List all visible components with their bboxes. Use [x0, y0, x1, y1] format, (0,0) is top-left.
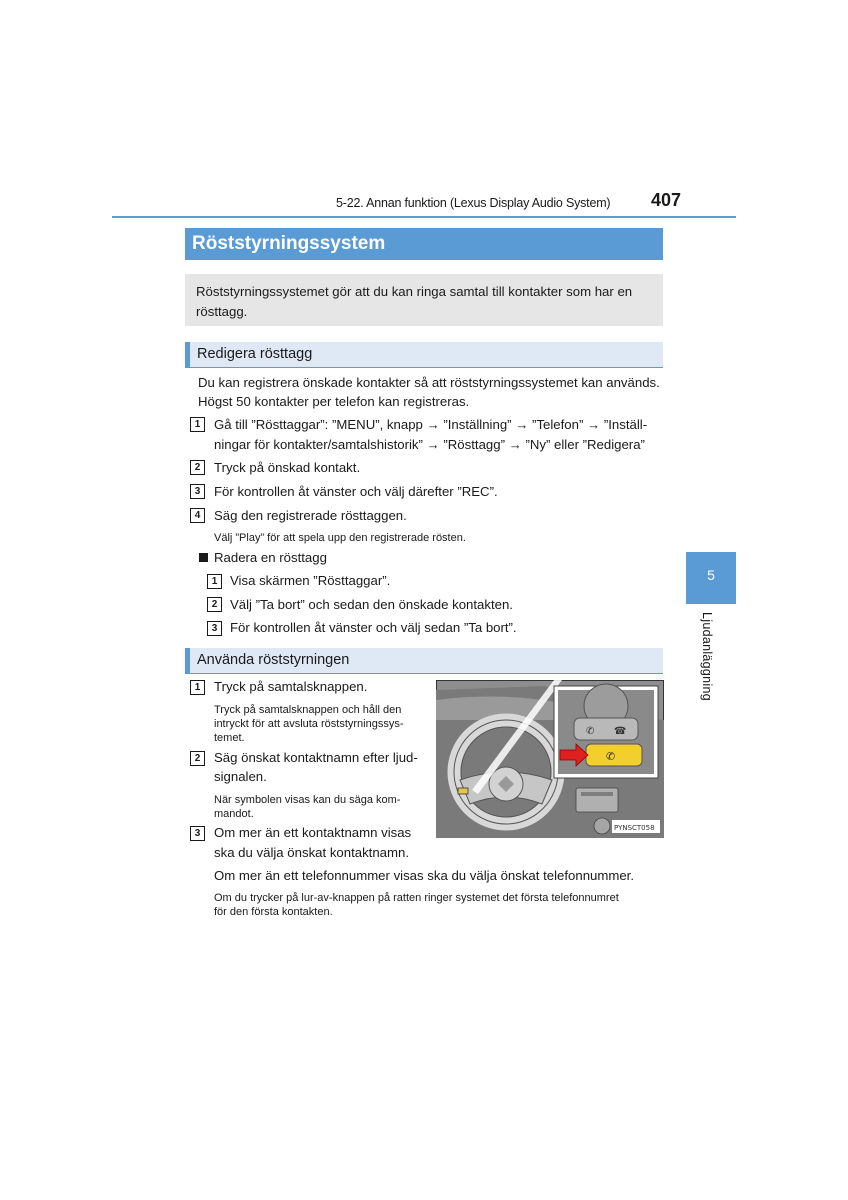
running-header: 5-22. Annan funktion (Lexus Display Audio System)	[336, 196, 611, 210]
sec2-step1-note-line3: temet.	[214, 732, 245, 744]
sub-step3: För kontrollen åt vänster och välj sedan ”Ta bort”.	[230, 620, 517, 635]
step-number: 1	[207, 574, 222, 589]
header-rule	[112, 216, 736, 218]
sec1-para-line2: Högst 50 kontakter per telefon kan registreras.	[198, 394, 470, 409]
sec2-step1-note-line1: Tryck på samtalsknappen och håll den	[214, 704, 402, 716]
sec1-step4-note: Välj ”Play” för att spela upp den registrerade rösten.	[214, 532, 466, 544]
sec2-after-note-line1: Om du trycker på lur-av-knappen på ratten ringer systemet det första telefonnumret	[214, 892, 619, 904]
sec2-after-note-line2: för den första kontakten.	[214, 906, 333, 918]
sub-step1: Visa skärmen ”Rösttaggar”.	[230, 573, 391, 588]
section-heading-use-voice-control: Använda röststyrningen	[185, 648, 663, 673]
steering-wheel-talk-switch-illustration	[436, 680, 664, 838]
step-number: 3	[190, 826, 205, 841]
step-number: 2	[190, 751, 205, 766]
sec1-step1-line2: ningar för kontakter/samtalshistorik” → ”Rösttagg” → ”Ny” eller ”Redigera”	[214, 437, 645, 452]
subheading-bullet	[199, 553, 208, 562]
sec2-step2-line2: signalen.	[214, 769, 267, 784]
page-number: 407	[651, 190, 682, 210]
chapter-label: Ljudanläggning	[700, 612, 714, 702]
sec2-after-text: Om mer än ett telefonnummer visas ska du välja önskat telefonnummer.	[214, 868, 634, 883]
step-number: 1	[190, 680, 205, 695]
sec1-step2: Tryck på önskad kontakt.	[214, 460, 361, 475]
intro-box: Röststyrningssystemet gör att du kan ringa samtal till kontakter som har en rösttagg.	[185, 274, 663, 326]
sec1-step4: Säg den registrerade rösttaggen.	[214, 508, 407, 523]
sec1-step3: För kontrollen åt vänster och välj därefter ”REC”.	[214, 484, 498, 499]
sec2-step1: Tryck på samtalsknappen.	[214, 679, 368, 694]
step-number: 4	[190, 508, 205, 523]
sec2-step2-note-line2: mandot.	[214, 808, 254, 820]
section-heading-edit-voice-tag: Redigera rösttagg	[185, 342, 663, 367]
page-title: Röststyrningssystem	[185, 228, 663, 260]
step-number: 2	[190, 460, 205, 475]
sec2-step3-line2: ska du välja önskat kontaktnamn.	[214, 845, 409, 860]
step-number: 1	[190, 417, 205, 432]
svg-text:✆: ✆	[606, 750, 616, 763]
chapter-tab: 5	[686, 552, 736, 604]
sec1-para-line1: Du kan registrera önskade kontakter så att röststyrningssystemet kan används.	[198, 375, 660, 390]
sec2-step2-note-line1: När symbolen visas kan du säga kom-	[214, 794, 401, 806]
sub-step2: Välj ”Ta bort” och sedan den önskade kontakten.	[230, 597, 513, 612]
step-number: 3	[207, 621, 222, 636]
sec1-step1-line1: Gå till ”Rösttaggar”: ”MENU”, knapp → ”Inställning” → ”Telefon” → ”Inställ-	[214, 417, 648, 432]
sec2-step1-note-line2: intryckt för att avsluta röststyrningssys-	[214, 718, 404, 730]
step-number: 2	[207, 597, 222, 612]
svg-text:✆: ✆	[586, 726, 595, 737]
svg-text:☎: ☎	[614, 726, 627, 737]
step-number: 3	[190, 484, 205, 499]
sec2-step3-line1: Om mer än ett kontaktnamn visas	[214, 825, 412, 840]
sec2-step2-line1: Säg önskat kontaktnamn efter ljud-	[214, 750, 418, 765]
figure-code: PYNSCT058	[614, 824, 655, 832]
subheading-delete-voice-tag: Radera en rösttagg	[214, 550, 327, 565]
